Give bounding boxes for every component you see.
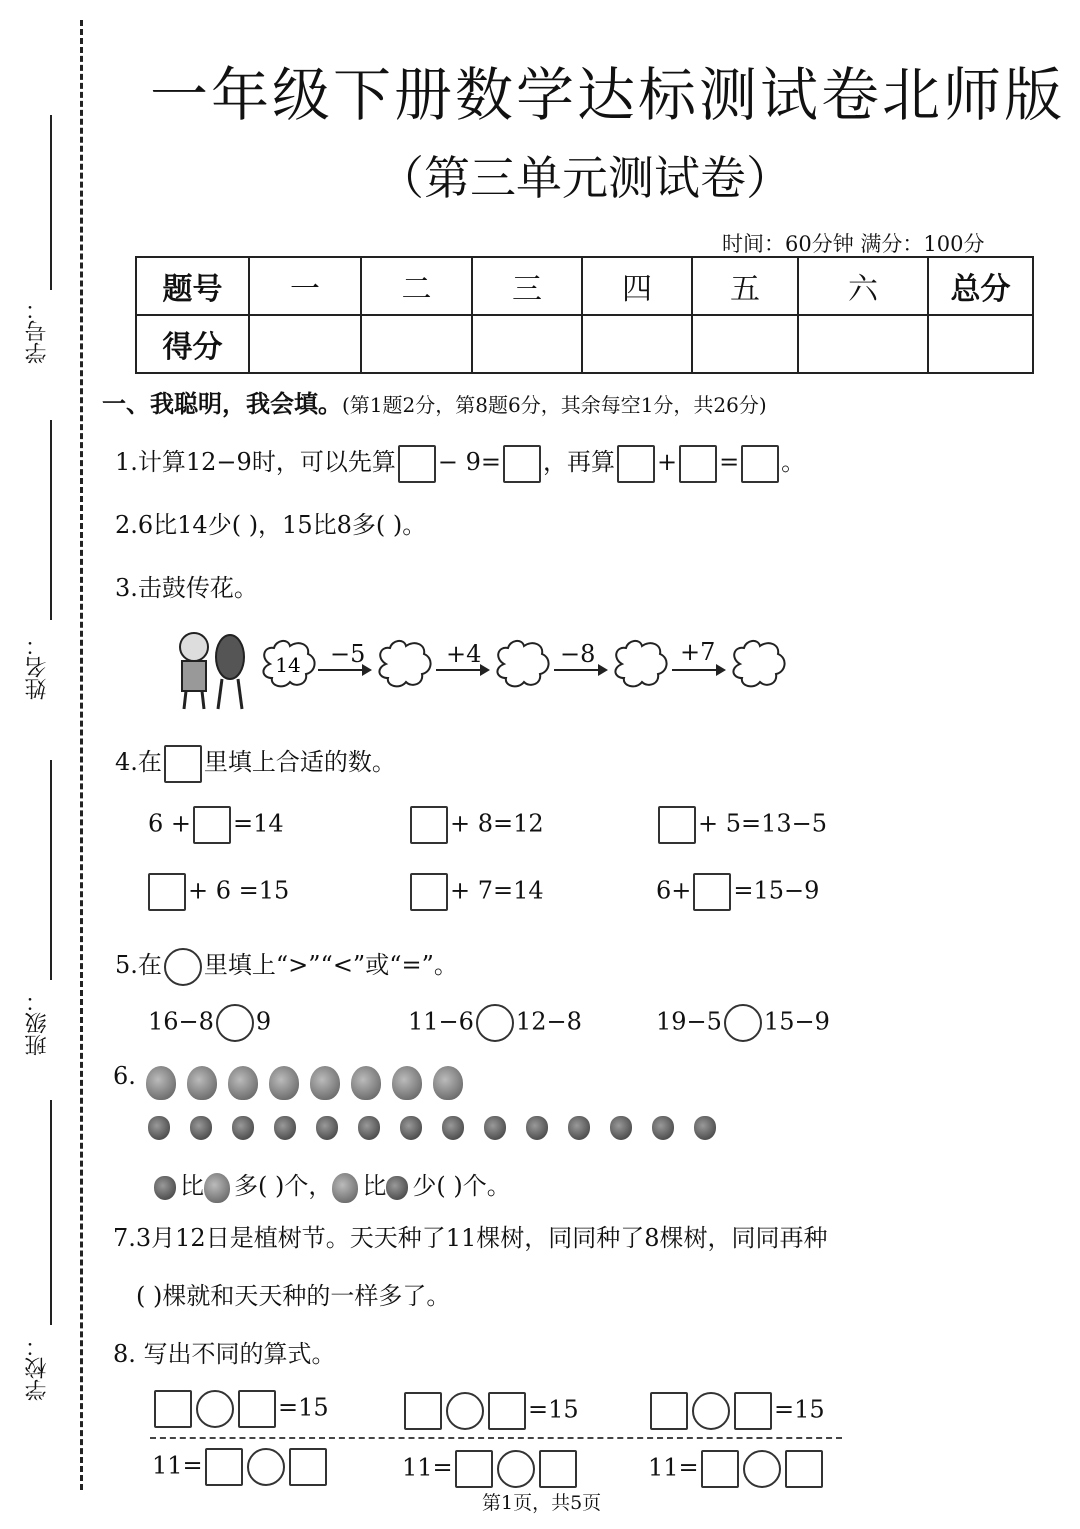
question-3-title: 3.击鼓传花。: [115, 574, 258, 602]
question-4-title: [115, 742, 396, 783]
strawberry-icon: [568, 1116, 590, 1140]
q5-left: 16−8: [148, 1007, 214, 1036]
strawberry-icon: [316, 1116, 338, 1140]
answer-box[interactable]: [650, 1392, 688, 1430]
operation-label: −8: [560, 640, 596, 668]
pear-icon: [392, 1066, 422, 1100]
score-header-cell: 总分: [928, 257, 1033, 315]
answer-box[interactable]: [658, 806, 696, 844]
strawberry-icon: [610, 1116, 632, 1140]
section-1-title: 一、我聪明，我会填。: [102, 389, 342, 418]
question-2: 2.6比14少( )，15比8多( )。: [115, 511, 427, 539]
q8-prefix: 11=: [648, 1453, 699, 1482]
q8-result: =15: [528, 1395, 579, 1424]
q8-equation: [648, 1450, 825, 1488]
section-1-note: (第1题2分，第8题6分，其余每空1分，共26分): [342, 393, 767, 417]
strawberry-icon: [154, 1176, 176, 1200]
strawberry-icon: [358, 1116, 380, 1140]
pear-icon: [351, 1066, 381, 1100]
operator-circle[interactable]: [497, 1450, 535, 1488]
score-input-cell[interactable]: [692, 315, 798, 373]
start-number: 14: [275, 653, 301, 677]
q8-equation: [402, 1392, 579, 1430]
operation-label: +4: [446, 640, 482, 668]
flower-cloud-start: [258, 638, 318, 690]
q1-text: ，再算: [542, 448, 615, 476]
q8-equation: [152, 1448, 329, 1486]
answer-box[interactable]: [785, 1450, 823, 1488]
score-input-cell[interactable]: [582, 315, 692, 373]
strawberry-icon: [190, 1116, 212, 1140]
pear-icon: [187, 1066, 217, 1100]
question-6-text: [154, 1166, 511, 1203]
q8-equation: [648, 1392, 825, 1430]
score-header-cell: 一: [249, 257, 361, 315]
score-header-cell: 题号: [136, 257, 249, 315]
arrow: [554, 669, 606, 671]
q5-right: 15−9: [763, 1007, 830, 1036]
q1-text: =: [719, 448, 740, 476]
score-header-cell: 五: [692, 257, 798, 315]
page-subtitle: （第三单元测试卷）: [378, 151, 792, 205]
operator-circle[interactable]: [196, 1390, 234, 1428]
answer-box[interactable]: [539, 1450, 577, 1488]
drummer-boy-illustration: [172, 625, 252, 715]
question-7-line1: 7.3月12日是植树节。天天种了11棵树，同同种了8棵树，同同再种: [113, 1224, 828, 1252]
strawberry-icon: [400, 1116, 422, 1140]
pear-icon: [433, 1066, 463, 1100]
arrow: [672, 669, 724, 671]
score-row-label: 得分: [136, 315, 249, 373]
q1-text: +: [656, 448, 678, 476]
answer-box[interactable]: [693, 873, 731, 911]
strawberry-row: [148, 1116, 736, 1140]
page-title: 一年级下册数学达标测试卷北师版: [150, 61, 1066, 129]
question-5-title: [115, 945, 458, 986]
score-input-cell[interactable]: [928, 315, 1033, 373]
flower-cloud-blank[interactable]: [492, 638, 552, 690]
q8-equation: [402, 1450, 579, 1488]
flower-cloud-blank[interactable]: [610, 638, 670, 690]
answer-box[interactable]: [679, 445, 717, 483]
answer-box[interactable]: [205, 1448, 243, 1486]
flower-cloud-blank[interactable]: [374, 638, 434, 690]
name-label: 姓名：: [25, 634, 50, 700]
answer-box[interactable]: [148, 873, 186, 911]
answer-box[interactable]: [289, 1448, 327, 1486]
q5-left: 11−6: [408, 1007, 474, 1036]
q4-item-text: + 7=14: [450, 876, 544, 905]
class-label: 班级：: [25, 990, 50, 1056]
operation-label: −5: [330, 640, 366, 668]
school-label: 学校：: [25, 1335, 50, 1401]
pear-row: [146, 1066, 474, 1100]
operator-circle[interactable]: [247, 1448, 285, 1486]
strawberry-icon: [442, 1116, 464, 1140]
pear-icon: [310, 1066, 340, 1100]
q4-item-text: + 8=12: [450, 809, 544, 838]
flower-cloud-blank[interactable]: [728, 638, 788, 690]
time-info: 时间：60分钟 满分：100分: [722, 232, 985, 256]
q5-item: [656, 1004, 830, 1042]
q4-item: [656, 873, 819, 911]
section-1-heading: [102, 384, 767, 419]
q4-item: [656, 806, 827, 844]
q8-result: =15: [774, 1395, 825, 1424]
score-header-cell: 四: [582, 257, 692, 315]
answer-box[interactable]: [410, 806, 448, 844]
q6-text: 少( )个。: [412, 1172, 511, 1200]
score-input-cell[interactable]: [249, 315, 361, 373]
pear-icon: [269, 1066, 299, 1100]
operator-circle[interactable]: [743, 1450, 781, 1488]
answer-box[interactable]: [238, 1390, 276, 1428]
score-input-cell[interactable]: [361, 315, 472, 373]
score-input-cell[interactable]: [472, 315, 582, 373]
q5-right: 12−8: [515, 1007, 582, 1036]
pear-icon: [146, 1066, 176, 1100]
compare-circle[interactable]: [724, 1004, 762, 1042]
strawberry-icon: [484, 1116, 506, 1140]
q4-item: [408, 873, 544, 911]
name-line: [50, 420, 52, 620]
answer-box[interactable]: [398, 445, 436, 483]
q5-right: 9: [255, 1007, 272, 1036]
answer-box[interactable]: [617, 445, 655, 483]
compare-circle[interactable]: [216, 1004, 254, 1042]
q4-item: [148, 806, 284, 844]
score-header-cell: 二: [361, 257, 472, 315]
arrow: [318, 669, 370, 671]
answer-box[interactable]: [503, 445, 541, 483]
q5-text: 里填上“>”“<”或“=”。: [203, 951, 458, 979]
student-id-line: [50, 115, 52, 290]
pear-icon: [228, 1066, 258, 1100]
answer-box[interactable]: [410, 873, 448, 911]
school-line: [50, 1100, 52, 1325]
student-id-label: 学号：: [25, 298, 50, 364]
strawberry-icon: [232, 1116, 254, 1140]
answer-box[interactable]: [741, 445, 779, 483]
q4-item-text: =15−9: [733, 876, 820, 905]
q1-text: 。: [781, 448, 806, 476]
operator-circle[interactable]: [446, 1392, 484, 1430]
score-header-cell: 三: [472, 257, 582, 315]
q6-text: 比: [180, 1172, 204, 1200]
q5-left: 19−5: [656, 1007, 722, 1036]
question-6-number: 6.: [113, 1062, 136, 1090]
q4-item: [146, 873, 289, 911]
q1-text: − 9=: [437, 448, 501, 476]
q1-text: 1.计算12−9时，可以先算: [115, 448, 396, 476]
q4-item-text: + 5=13−5: [698, 809, 828, 838]
circle-symbol: [164, 948, 202, 986]
q8-prefix: 11=: [402, 1453, 453, 1482]
strawberry-icon: [526, 1116, 548, 1140]
q4-item-text: 6+: [656, 876, 692, 905]
strawberry-icon: [652, 1116, 674, 1140]
class-line: [50, 760, 52, 980]
strawberry-icon: [148, 1116, 170, 1140]
question-1: [115, 442, 805, 483]
answer-box[interactable]: [193, 806, 231, 844]
q4-text: 里填上合适的数。: [203, 748, 396, 776]
pear-icon: [332, 1173, 358, 1203]
q4-item: [408, 806, 544, 844]
q5-item: [148, 1004, 271, 1042]
arrow: [436, 669, 488, 671]
operation-label: +7: [680, 638, 716, 666]
answer-box[interactable]: [404, 1392, 442, 1430]
q4-item-text: + 6 =15: [188, 876, 290, 905]
score-table: [135, 256, 1034, 374]
score-input-cell[interactable]: [798, 315, 928, 373]
operator-circle[interactable]: [692, 1392, 730, 1430]
binding-dashed-line: [80, 20, 83, 1490]
q8-equation: [152, 1390, 329, 1428]
answer-box[interactable]: [701, 1450, 739, 1488]
question-7-line2: ( )棵就和天天种的一样多了。: [136, 1282, 451, 1310]
dashed-separator: [150, 1437, 842, 1439]
q4-item-text: =14: [233, 809, 284, 838]
compare-circle[interactable]: [476, 1004, 514, 1042]
q6-text: 比: [362, 1172, 387, 1200]
q8-prefix: 11=: [152, 1451, 203, 1480]
box-symbol: [164, 745, 202, 783]
q5-text: 5.在: [115, 951, 162, 979]
score-header-cell: 六: [798, 257, 928, 315]
question-8-title: 8. 写出不同的算式。: [113, 1340, 336, 1368]
strawberry-icon: [274, 1116, 296, 1140]
answer-box[interactable]: [154, 1390, 192, 1428]
answer-box[interactable]: [455, 1450, 493, 1488]
strawberry-icon: [386, 1176, 408, 1200]
q8-result: =15: [278, 1393, 329, 1422]
answer-box[interactable]: [488, 1392, 526, 1430]
q4-text: 4.在: [115, 748, 162, 776]
q5-item: [408, 1004, 582, 1042]
page-footer: 第1页，共5页: [482, 1492, 602, 1514]
pear-icon: [204, 1173, 230, 1203]
strawberry-icon: [694, 1116, 716, 1140]
answer-box[interactable]: [734, 1392, 772, 1430]
q4-item-text: 6 +: [148, 809, 192, 838]
q6-text: 多( )个，: [234, 1172, 333, 1200]
